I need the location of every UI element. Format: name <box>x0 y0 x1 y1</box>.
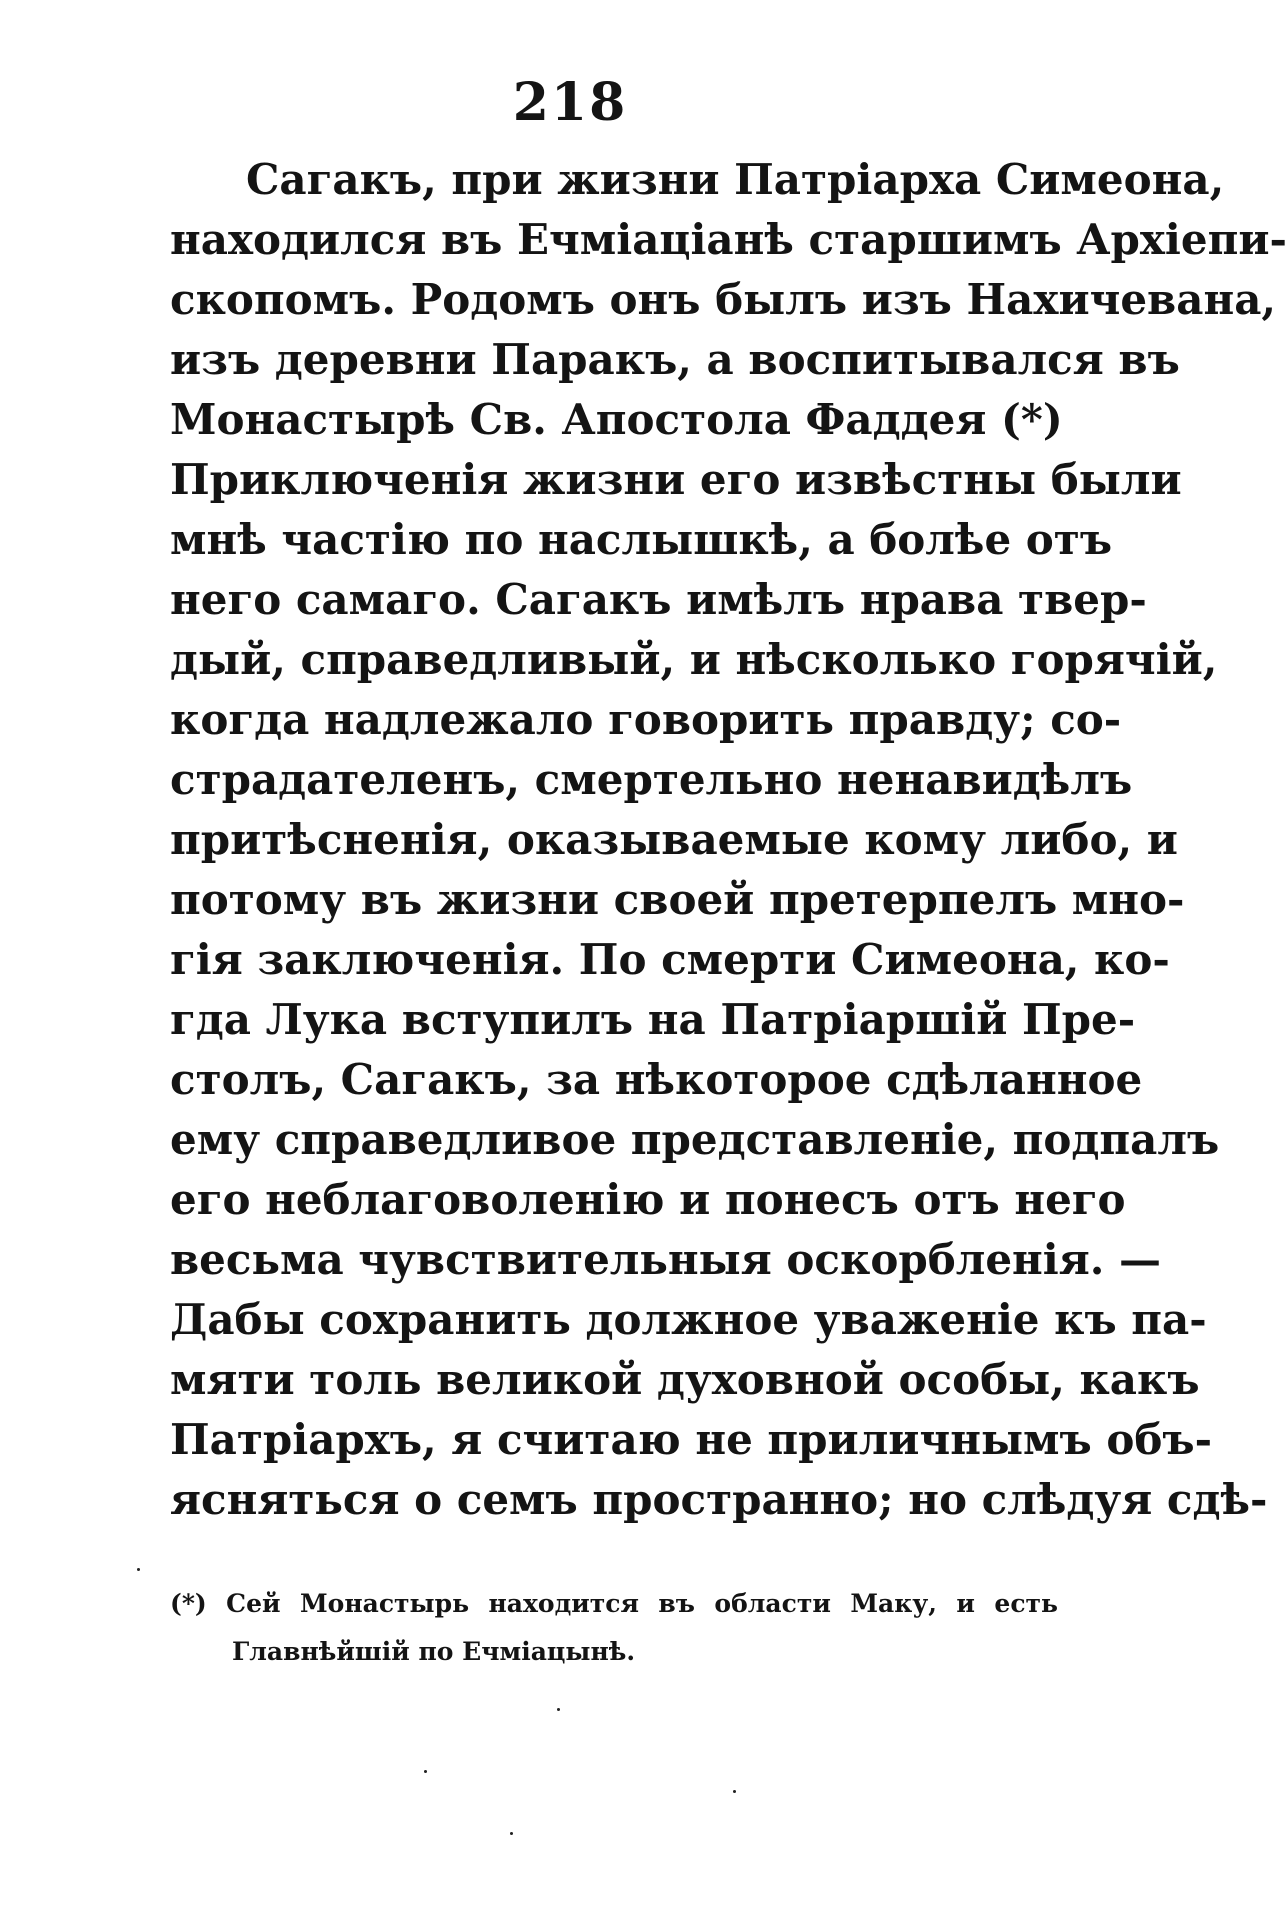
text-line: него самаго. Сагакъ имѣлъ нрава твер- <box>170 575 1147 624</box>
text-line: притѣсненія, оказываемые кому либо, и <box>170 815 1178 864</box>
text-line: Патріархъ, я считаю не приличнымъ объ- <box>170 1415 1213 1464</box>
text-line: изъ деревни Паракъ, а воспитывался въ <box>170 335 1180 384</box>
ink-speck <box>733 1790 736 1793</box>
ink-speck <box>510 1832 513 1835</box>
text-line: гда Лука вступилъ на Патріаршій Пре- <box>170 995 1136 1044</box>
footnote-line: Главнѣйшій по Ечміацынѣ. <box>232 1637 636 1666</box>
text-line: потому въ жизни своей претерпелъ мно- <box>170 875 1185 924</box>
ink-speck <box>557 1708 560 1711</box>
text-line: мяти толь великой духовной особы, какъ <box>170 1355 1200 1404</box>
ink-speck <box>424 1770 427 1773</box>
text-line: Сагакъ, при жизни Патріарха Симеона, <box>246 155 1225 204</box>
footnote-line: (*) Сей Монастырь находится въ области Маку, и есть <box>170 1589 1058 1618</box>
body-text <box>170 150 1287 1530</box>
text-line: скопомъ. Родомъ онъ былъ изъ Нахичевана, <box>170 275 1277 324</box>
text-line: мнѣ частію по наслышкѣ, а болѣе отъ <box>170 515 1113 564</box>
text-line: ему справедливое представленіе, подпалъ <box>170 1115 1220 1164</box>
text-line: Приключенія жизни его извѣстны были <box>170 455 1182 504</box>
ink-speck <box>137 1568 140 1571</box>
text-line: Монастырѣ Св. Апостола Фаддея (*) <box>170 395 1063 444</box>
text-line: дый, справедливый, и нѣсколько горячій, <box>170 635 1218 684</box>
footnote <box>170 1580 1058 1676</box>
text-line: столъ, Сагакъ, за нѣкоторое сдѣланное <box>170 1055 1143 1104</box>
text-line: находился въ Ечміаціанѣ старшимъ Архіепи- <box>170 215 1287 264</box>
text-line: Дабы сохранить должное уваженіе къ па- <box>170 1295 1207 1344</box>
text-line: весьма чувствительныя оскорбленія. — <box>170 1235 1162 1284</box>
page-number: 218 <box>512 72 628 133</box>
text-line: страдателенъ, смертельно ненавидѣлъ <box>170 755 1133 804</box>
text-line: гія заключенія. По смерти Симеона, ко- <box>170 935 1170 984</box>
text-line: ясняться о семъ пространно; но слѣдуя сдѣ- <box>170 1475 1268 1524</box>
text-line: его неблаговоленію и понесъ отъ него <box>170 1175 1126 1224</box>
text-line: когда надлежало говорить правду; со- <box>170 695 1122 744</box>
